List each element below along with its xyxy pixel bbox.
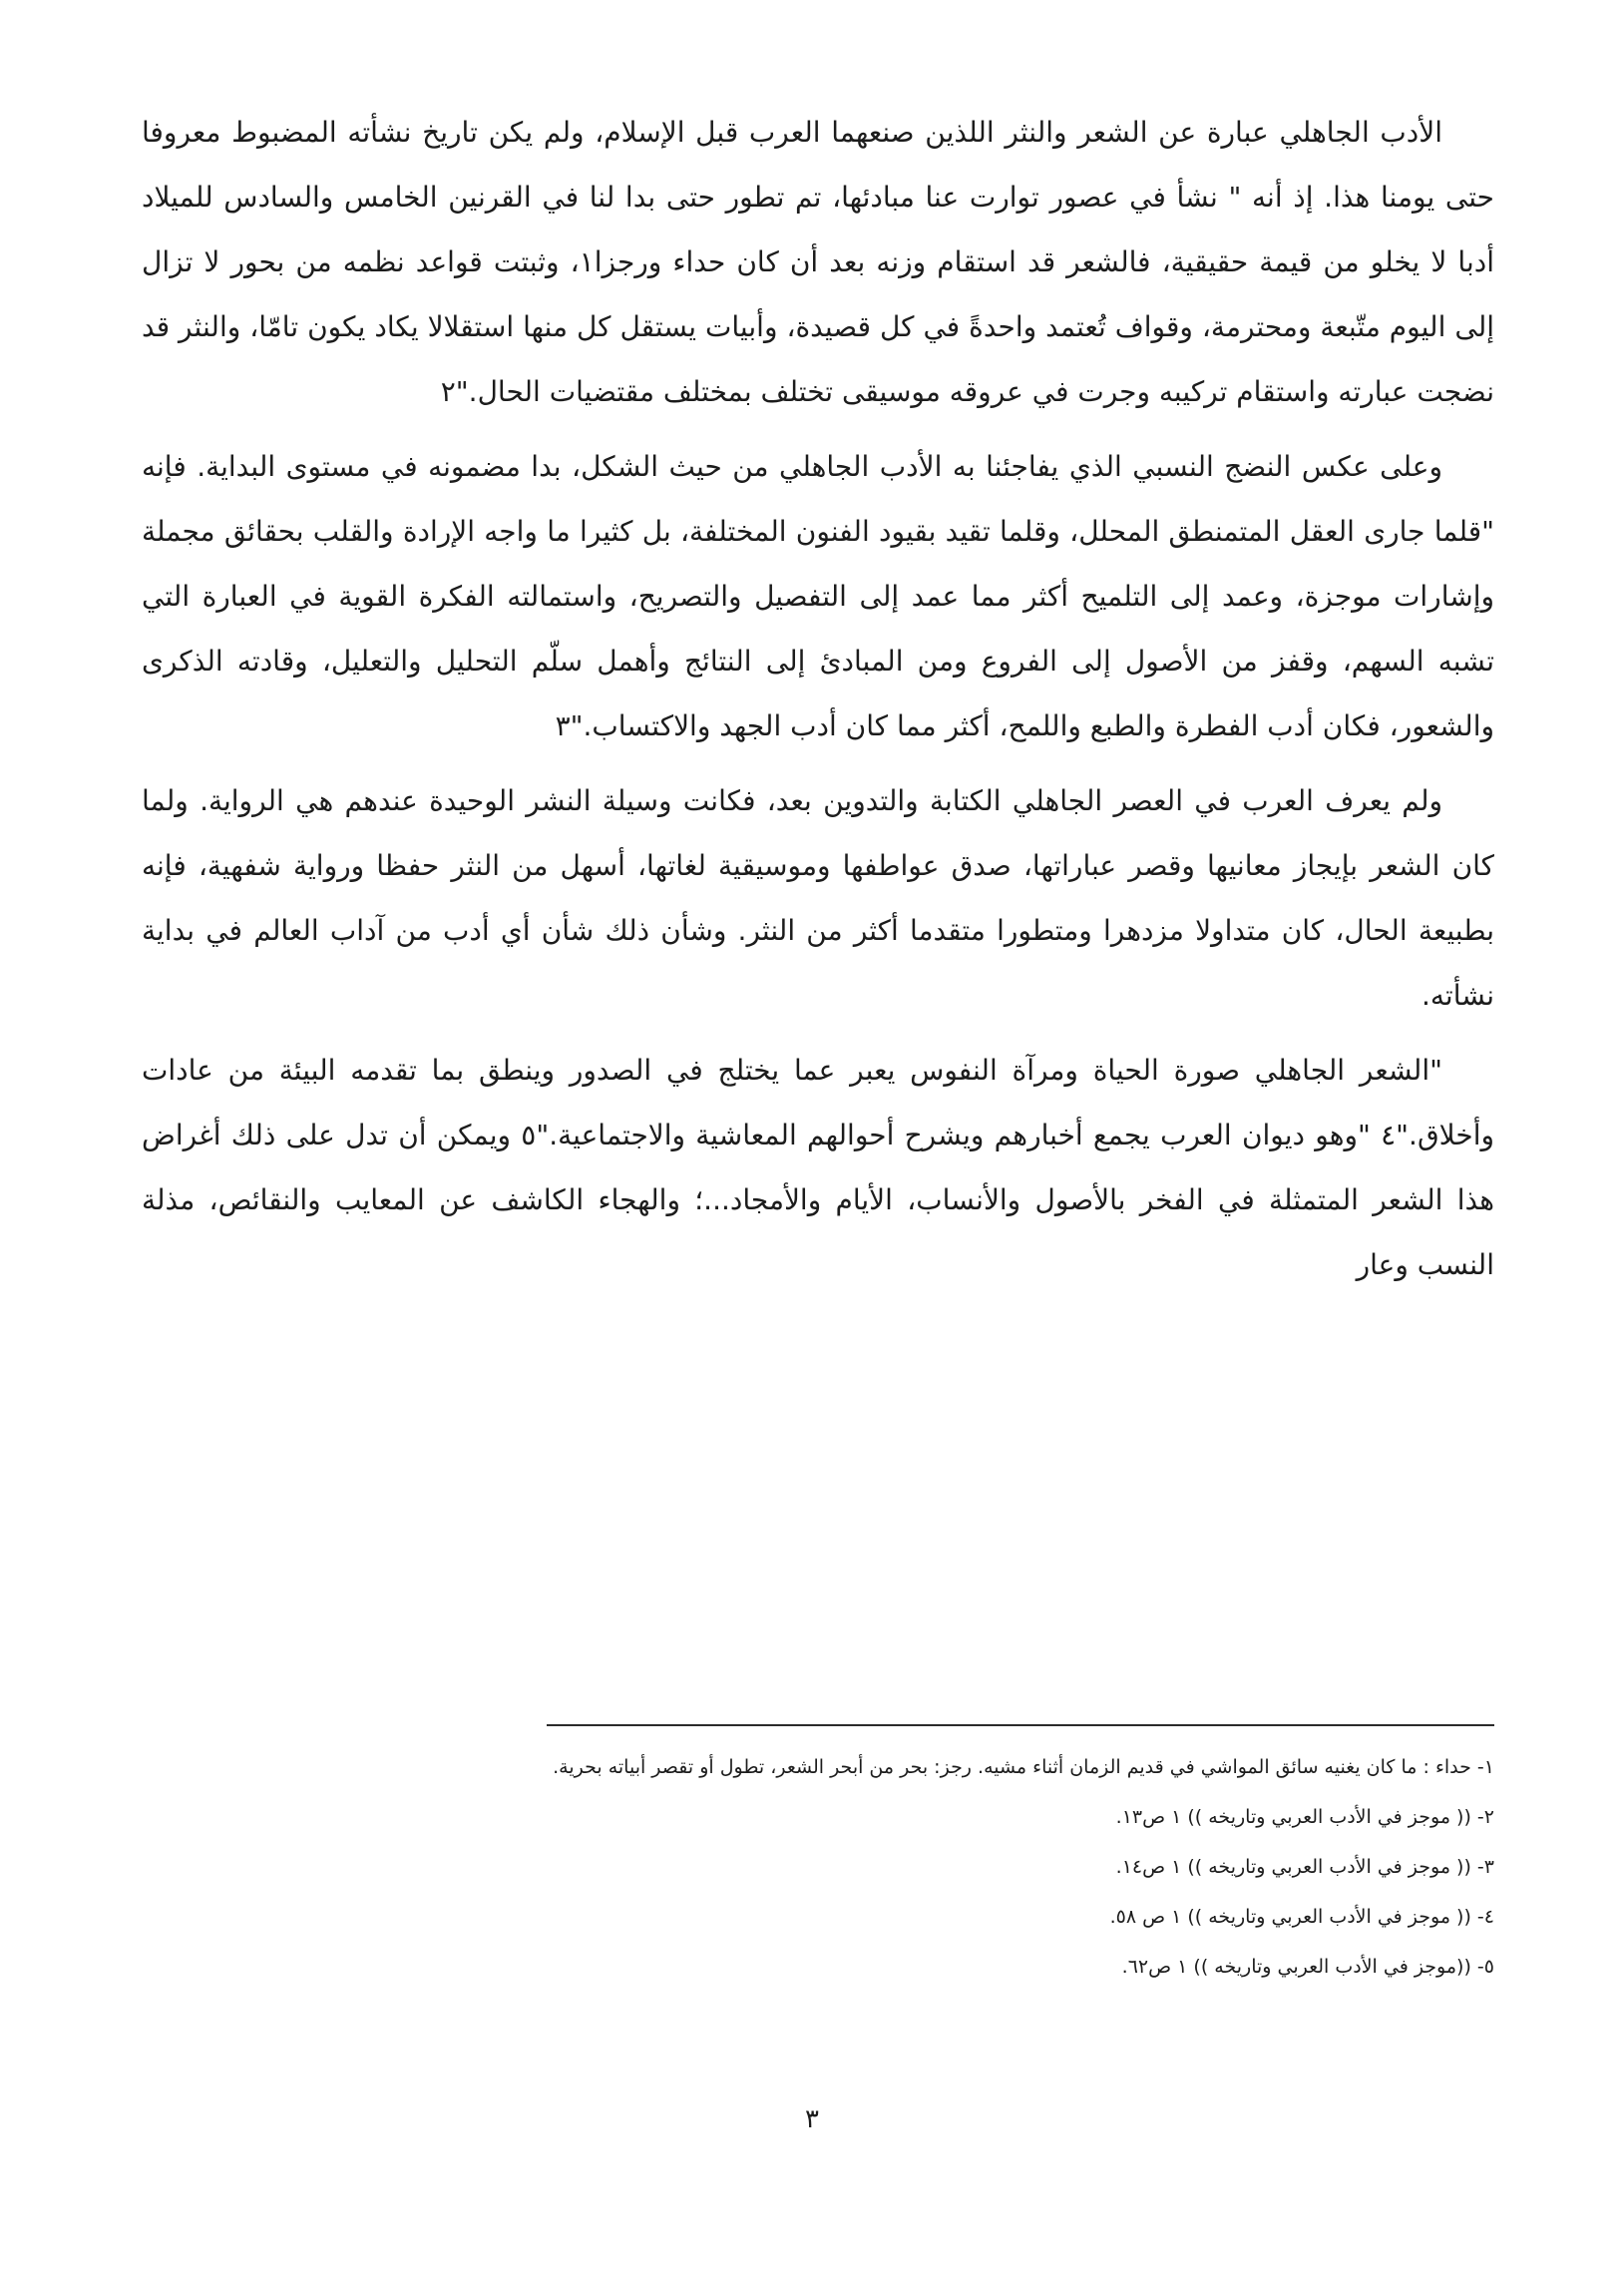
- footnote-separator: [547, 1724, 1494, 1726]
- footnote: ٣- (( موجز في الأدب العربي وتاريخه )) ١ ص١٤.: [1115, 1856, 1494, 1878]
- body-text: [142, 100, 1494, 1307]
- page-number: ٣: [805, 2104, 819, 2134]
- footnote: ٤- (( موجز في الأدب العربي وتاريخه )) ١ ص ٥٨.: [1109, 1906, 1494, 1928]
- paragraph: الأدب الجاهلي عبارة عن الشعر والنثر اللذين صنعهما العرب قبل الإسلام، ولم يكن تاريخ نشأته المضبوط معروفا حتى يومنا هذا. إذ أنه " نشأ في عصور توارت عنا مبادئها، تم تطور حتى بدا لنا في القرنين الخامس والسادس للميلاد أدبا لا يخلو من قيمة حقيقية، فالشعر قد استقام وزنه بعد أن كان حداء ورجزا١، وثبتت قواعد نظمه من بحور لا تزال إلى اليوم متّبعة ومحترمة، وقواف تُعتمد واحدةً في كل قصيدة، وأبيات يستقل كل منها استقلالا يكاد يكون تامّا، والنثر قد نضجت عبارته واستقام تركيبه وجرت في عروقه موسيقى تختلف بمختلف مقتضيات الحال."٢: [142, 116, 1494, 408]
- paragraph: ولم يعرف العرب في العصر الجاهلي الكتابة والتدوين بعد، فكانت وسيلة النشر الوحيدة عندهم هي الرواية. ولما كان الشعر بإيجاز معانيها وقصر عباراتها، صدق عواطفها وموسيقية لغاتها، أسهل من النثر حفظا ورواية شفهية، فإنه بطبيعة الحال، كان متداولا مزدهرا ومتطورا متقدما أكثر من النثر. وشأن ذلك شأن أي أدب من آداب العالم في بداية نشأته.: [142, 784, 1494, 1012]
- footnote: ١- حداء : ما كان يغنيه سائق المواشي في قديم الزمان أثناء مشيه. رجز: بحر من أبحر الشعر، تطول أو تقصر أبياته بحرية.: [553, 1756, 1494, 1778]
- footnotes-section: [142, 1724, 1494, 1992]
- footnote: ٥- ((موجز في الأدب العربي وتاريخه )) ١ ص٦٢.: [1121, 1956, 1494, 1978]
- paragraph: وعلى عكس النضج النسبي الذي يفاجئنا به الأدب الجاهلي من حيث الشكل، بدا مضمونه في مستوى البداية. فإنه "قلما جارى العقل المتمنطق المحلل، وقلما تقيد بقيود الفنون المختلفة، بل كثيرا ما واجه الإرادة والقلب بحقائق مجملة وإشارات موجزة، وعمد إلى التلميح أكثر مما عمد إلى التفصيل والتصريح، واستمالته الفكرة القوية في العبارة التي تشبه السهم، وقفز من الأصول إلى الفروع ومن المبادئ إلى النتائج وأهمل سلّم التحليل والتعليل، وقادته الذكرى والشعور، فكان أدب الفطرة والطبع واللمح، أكثر مما كان أدب الجهد والاكتساب."٣: [142, 450, 1494, 742]
- paragraph: "الشعر الجاهلي صورة الحياة ومرآة النفوس يعبر عما يختلج في الصدور وينطق بما تقدمه البيئة من عادات وأخلاق."٤ "وهو ديوان العرب يجمع أخبارهم ويشرح أحوالهم المعاشية والاجتماعية."٥ ويمكن أن تدل على ذلك أغراض هذا الشعر المتمثلة في الفخر بالأصول والأنساب، الأيام والأمجاد...؛ والهجاء الكاشف عن المعايب والنقائص، مذلة النسب وعار: [142, 1054, 1494, 1281]
- footnote: ٢- (( موجز في الأدب العربي وتاريخه )) ١ ص١٣.: [1115, 1806, 1494, 1828]
